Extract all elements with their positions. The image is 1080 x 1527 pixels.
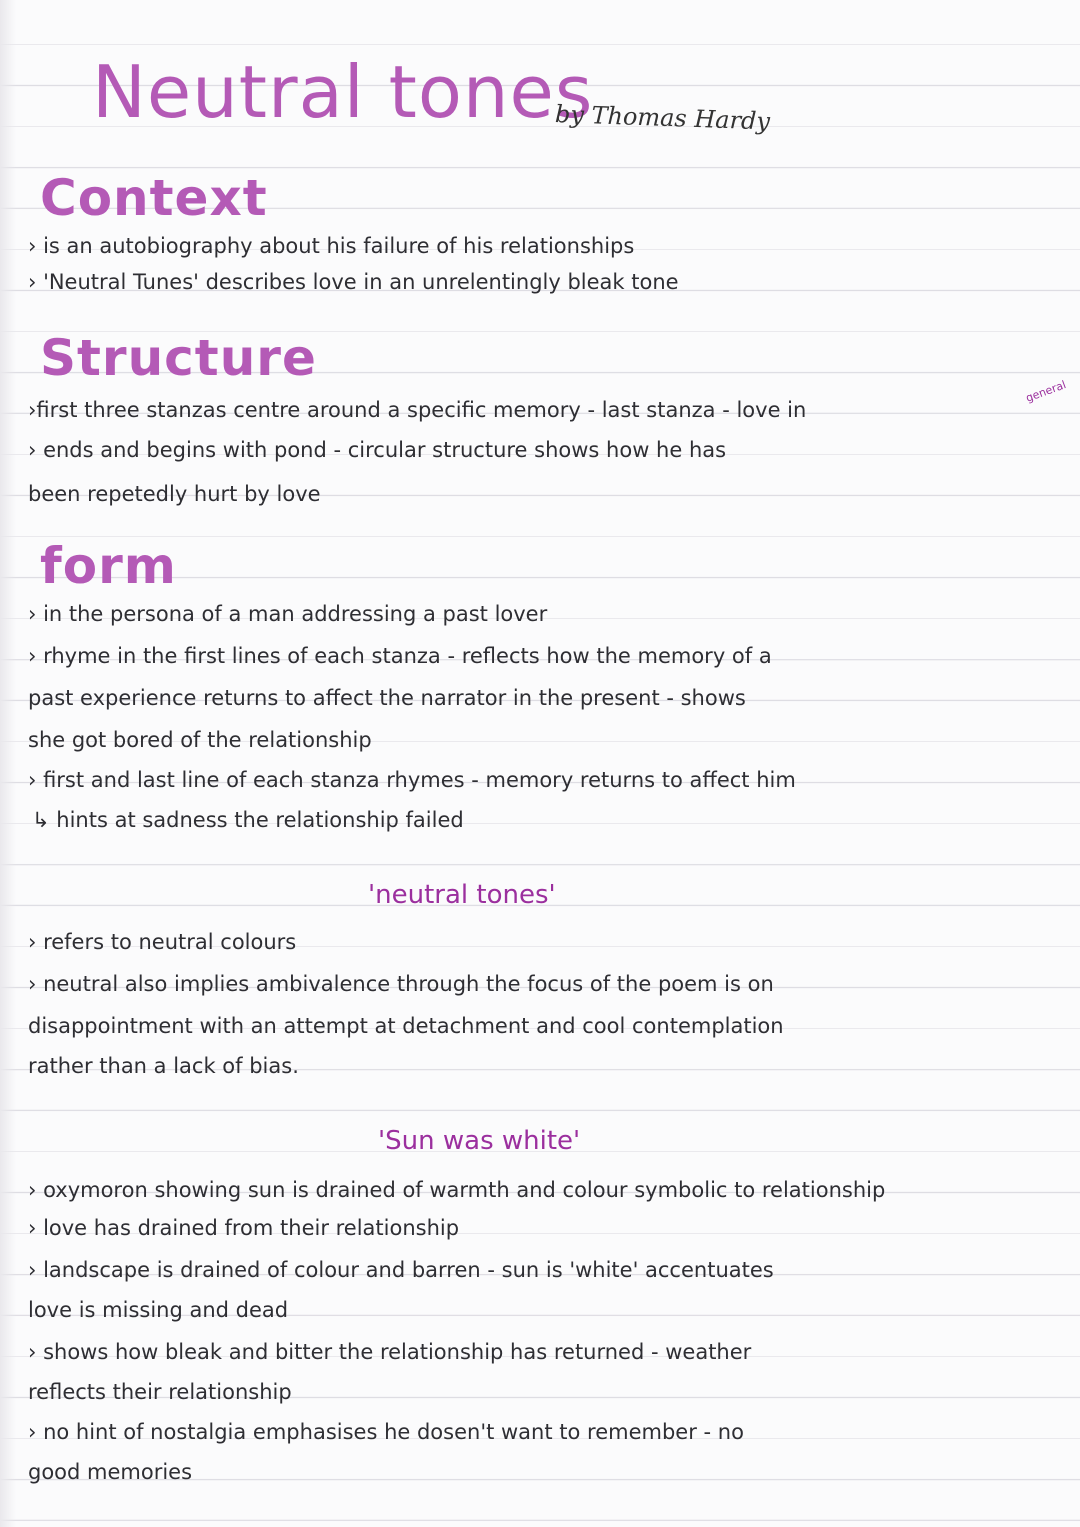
- quote-neutral-tones: 'neutral tones': [368, 880, 556, 910]
- structure-line-1: ›first three stanzas centre around a specific memory - last stanza - love in: [28, 398, 807, 422]
- form-heading: form: [40, 537, 177, 595]
- context-heading: Context: [40, 169, 268, 227]
- quote1-line-1: › refers to neutral colours: [28, 930, 297, 954]
- quote2-line-5: › shows how bleak and bitter the relationship has returned - weather: [28, 1340, 752, 1364]
- quote-sun-was-white: 'Sun was white': [378, 1126, 581, 1156]
- quote2-line-2: › love has drained from their relationship: [28, 1216, 460, 1240]
- quote2-line-1: › oxymoron showing sun is drained of warmth and colour symbolic to relationship: [28, 1178, 886, 1202]
- quote2-line-3: › landscape is drained of colour and barren - sun is 'white' accentuates: [28, 1258, 774, 1282]
- margin-note: general: [1024, 378, 1068, 405]
- form-line-6: ↳ hints at sadness the relationship failed: [32, 808, 464, 832]
- quote1-line-4: rather than a lack of bias.: [28, 1054, 299, 1078]
- quote1-line-3: disappointment with an attempt at detachment and cool contemplation: [28, 1014, 784, 1038]
- quote2-line-6: reflects their relationship: [28, 1380, 292, 1404]
- form-line-4: she got bored of the relationship: [28, 728, 372, 752]
- form-line-5: › first and last line of each stanza rhymes - memory returns to affect him: [28, 768, 796, 792]
- page-title: Neutral tones: [92, 50, 594, 134]
- structure-line-2: › ends and begins with pond - circular structure shows how he has: [28, 438, 727, 462]
- quote2-line-8: good memories: [28, 1460, 193, 1484]
- context-line-2: › 'Neutral Tunes' describes love in an unrelentingly bleak tone: [28, 270, 679, 294]
- context-line-1: › is an autobiography about his failure of his relationships: [28, 234, 635, 258]
- form-line-3: past experience returns to affect the narrator in the present - shows: [28, 686, 746, 710]
- form-line-1: › in the persona of a man addressing a past lover: [28, 602, 548, 626]
- structure-heading: Structure: [40, 329, 317, 387]
- quote2-line-4: love is missing and dead: [28, 1298, 289, 1322]
- form-line-2: › rhyme in the first lines of each stanza - reflects how the memory of a: [28, 644, 772, 668]
- page-edge-shadow: [0, 0, 16, 1527]
- structure-line-3: been repetedly hurt by love: [28, 482, 321, 506]
- quote2-line-7: › no hint of nostalgia emphasises he dosen't want to remember - no: [28, 1420, 744, 1444]
- quote1-line-2: › neutral also implies ambivalence through the focus of the poem is on: [28, 972, 774, 996]
- author-byline: by Thomas Hardy: [554, 100, 771, 136]
